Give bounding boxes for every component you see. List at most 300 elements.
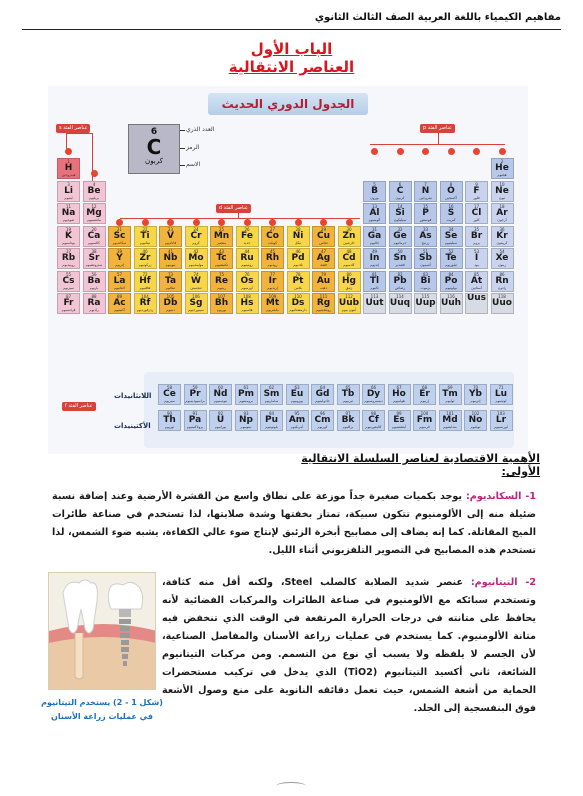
- element-name: نيوديميوم: [213, 399, 228, 403]
- element-symbol: Eu: [290, 389, 304, 399]
- element-name: يود: [474, 263, 479, 267]
- element-name: لورنسيوم: [494, 425, 508, 429]
- element-symbol: Co: [266, 230, 279, 241]
- element-symbol: K: [65, 230, 72, 241]
- element-symbol: Sr: [88, 253, 100, 263]
- legend-label-symbol: الرمز: [186, 144, 200, 151]
- element-symbol: Tc: [216, 253, 227, 263]
- element-cd: [338, 248, 361, 269]
- element-name: بلاديوم: [293, 263, 303, 267]
- element-symbol: Hg: [342, 275, 356, 286]
- element-symbol: I: [474, 253, 479, 263]
- element-name: ثوريوم: [164, 425, 175, 429]
- element-ce: [158, 384, 181, 405]
- element-name: مندليفيوم: [443, 425, 457, 429]
- element-ga: [363, 226, 386, 247]
- element-h: [57, 158, 80, 179]
- group-marker: [473, 148, 480, 155]
- element-name: كوريوم: [317, 425, 328, 429]
- element-ds: [287, 293, 310, 314]
- element-name: كبريت: [446, 218, 456, 222]
- atomic-number: 68: [421, 385, 428, 390]
- atomic-number: 79: [320, 271, 327, 277]
- atomic-number: 45: [269, 249, 276, 254]
- page-footer-ornament: [276, 782, 306, 790]
- element-zr: [134, 248, 157, 269]
- element-symbol: Bi: [420, 275, 431, 286]
- element-symbol: Th: [163, 415, 176, 425]
- element-name: سيليكون: [393, 218, 407, 222]
- element-symbol: Re: [214, 275, 229, 286]
- element-mn: [210, 226, 233, 247]
- group-marker: [371, 148, 378, 155]
- atomic-number: 101: [446, 411, 454, 416]
- element-name: روثينيوم: [241, 263, 253, 267]
- atomic-number: 72: [142, 271, 148, 277]
- atomic-number: 43: [218, 249, 225, 254]
- element-am: [286, 410, 309, 431]
- element-bh: [210, 293, 233, 314]
- atomic-number: 96: [319, 411, 326, 416]
- element-name: يوروبيوم: [290, 399, 304, 403]
- d-block-wire-v: [238, 213, 239, 218]
- element-symbol: Bh: [214, 298, 229, 308]
- atomic-number: 69: [447, 385, 453, 390]
- element-ir: [261, 271, 284, 292]
- atomic-number: 60: [217, 385, 224, 390]
- element-symbol: Na: [61, 208, 76, 218]
- atomic-number: 113: [370, 294, 379, 299]
- element-hf: [134, 271, 157, 292]
- element-name: سيبورجيوم: [188, 308, 204, 312]
- atomic-number: 9: [475, 181, 478, 187]
- element-symbol: Mg: [86, 208, 102, 218]
- element-symbol: He: [495, 163, 509, 173]
- element-ta: [159, 271, 182, 292]
- periodic-table-title: الجدول الدوري الحديث: [208, 93, 368, 115]
- legend-card: [128, 124, 180, 174]
- element-sc: [108, 226, 131, 247]
- element-symbol: Sm: [263, 389, 280, 399]
- element-uup: [414, 293, 437, 314]
- element-symbol: Er: [419, 389, 430, 399]
- element-li: [57, 181, 80, 202]
- group-marker: [65, 148, 72, 155]
- atomic-number: 78: [295, 271, 301, 277]
- element-be: [83, 181, 106, 202]
- element-tb: [337, 384, 360, 405]
- element-symbol: Se: [444, 230, 458, 241]
- element-ra: [83, 293, 106, 314]
- element-mg: [83, 203, 106, 224]
- element-la: [108, 271, 131, 292]
- element-as: [414, 226, 437, 247]
- group-marker: [193, 219, 200, 226]
- badge-d-block: عناصر الفئة d: [216, 204, 251, 213]
- element-symbol: Rg: [316, 298, 331, 308]
- element-nd: [209, 384, 232, 405]
- atomic-number: 100: [420, 411, 429, 416]
- element-uus: [465, 293, 488, 314]
- element-symbol: Ir: [268, 275, 277, 286]
- element-name: ألومنيوم: [368, 218, 381, 222]
- element-name: مايتنريوم: [266, 308, 279, 312]
- element-symbol: Be: [87, 185, 101, 196]
- element-symbol: Ac: [113, 298, 126, 308]
- s-block-wire: [66, 133, 67, 149]
- scandium-label: 1- السكانديوم:: [465, 491, 536, 502]
- element-fe: [236, 226, 259, 247]
- atomic-number: 102: [471, 411, 480, 416]
- element-symbol: C: [396, 185, 404, 196]
- element-name: فضة: [320, 263, 327, 267]
- atomic-number: 67: [396, 385, 402, 390]
- atomic-number: 103: [497, 411, 505, 416]
- element-symbol: Pa: [188, 415, 202, 425]
- element-name: تيتانيوم: [139, 240, 151, 245]
- atomic-number: 63: [294, 385, 300, 390]
- element-name: ثوليوم: [445, 399, 455, 403]
- atomic-number: 11: [65, 204, 72, 209]
- element-symbol: Ca: [87, 230, 101, 241]
- element-name: رادون: [497, 285, 507, 290]
- element-name: نيكل: [294, 240, 302, 245]
- element-v: [159, 226, 182, 247]
- element-name: بروم: [473, 240, 480, 245]
- element-symbol: Mn: [213, 230, 230, 241]
- element-symbol: Uup: [415, 298, 436, 308]
- element-name: بلاتين: [294, 285, 302, 290]
- element-name: إتربيوم: [470, 399, 481, 403]
- atomic-number: 51: [422, 249, 429, 254]
- element-symbol: As: [419, 230, 432, 241]
- element-cl: [465, 203, 488, 224]
- legend-label-number: العدد الذري: [186, 126, 215, 133]
- atomic-number: 57: [116, 271, 123, 277]
- group-marker: [346, 219, 353, 226]
- element-name: إريديوم: [267, 285, 278, 290]
- atomic-number: 62: [268, 385, 275, 390]
- element-symbol: Uuh: [440, 298, 462, 308]
- element-symbol: Hf: [139, 275, 151, 286]
- element-symbol: Rf: [139, 298, 151, 308]
- chapter-title: العناصر الانتقالية: [228, 58, 355, 76]
- element-no: [464, 410, 487, 431]
- legend-label-name: الاسم: [186, 161, 201, 168]
- atomic-number: 12: [91, 204, 97, 209]
- element-name: تنجستن: [190, 285, 202, 290]
- element-ba: [83, 271, 106, 292]
- atomic-number: 53: [473, 249, 480, 254]
- element-symbol: U: [216, 415, 225, 425]
- element-si: [389, 203, 412, 224]
- element-name: نبتونيوم: [240, 425, 252, 429]
- element-symbol: O: [447, 185, 455, 196]
- element-symbol: Fe: [241, 230, 253, 241]
- element-symbol: Fm: [416, 415, 433, 425]
- element-symbol: Uut: [365, 298, 384, 308]
- element-ac: [108, 293, 131, 314]
- element-name: باريوم: [89, 285, 99, 290]
- element-in: [363, 248, 386, 269]
- element-f: [465, 181, 488, 202]
- element-symbol: Uuo: [492, 298, 512, 308]
- atomic-number: 7: [424, 181, 427, 187]
- element-name: بوريوم: [216, 308, 227, 312]
- element-po: [440, 271, 463, 292]
- atomic-number: 85: [473, 271, 480, 277]
- group-marker: [499, 148, 506, 155]
- element-rg: [312, 293, 335, 314]
- element-name: رصاص: [395, 285, 405, 290]
- badge-f-block: عناصر الفئة f: [62, 402, 96, 411]
- element-ne: [491, 181, 514, 202]
- atomic-number: 32: [397, 226, 403, 232]
- element-pm: [235, 384, 258, 405]
- element-name: جرمانيوم: [393, 240, 407, 245]
- element-es: [388, 410, 411, 431]
- element-symbol: Te: [445, 253, 457, 263]
- atomic-number: 21: [116, 226, 123, 232]
- dental-implant-image: [48, 572, 156, 690]
- element-symbol: Ho: [392, 389, 406, 399]
- element-br: [465, 226, 488, 247]
- element-rn: [491, 271, 514, 292]
- element-symbol: Ds: [291, 298, 305, 308]
- atomic-number: 104: [141, 294, 149, 299]
- group-marker: [91, 170, 98, 177]
- atomic-number: 28: [295, 226, 301, 232]
- element-symbol: F: [473, 185, 480, 196]
- titanium-text: عنصر شديد الصلابة كالصلب Steel، ولكنه أقل منه كثافة، وتستخدم سبائكه مع الألومنيوم في صناعة الطائرات والمركبات الفضائية لأنه يحافظ على متانته في درجات الحرارة المرتفعة في الوقت الذي تنخفض فيه متانة الألومنيوم. كما يستخدم في عمليات زراعة الأسنان والمفاصل الصناعية، لأن الجسم لا يلفظه ولا يسبب أي نوع من التسمم. ومن مركبات التيتانيوم الشائعة، ثاني أكسيد التيتانيوم (TiO2) الذي يدخل في تركيب مستحضرات الحماية من أشعة الشمس، حيث تعمل دقائقه النانوية على منع وصول الأشعة فوق البنفسجية إلى الجلد.: [162, 577, 536, 714]
- element-symbol: La: [113, 275, 126, 286]
- element-symbol: Uuq: [389, 298, 411, 308]
- element-name: بوتاسيوم: [62, 240, 75, 245]
- atomic-number: 48: [346, 249, 352, 254]
- element-symbol: Sb: [419, 253, 432, 263]
- atomic-number: 30: [346, 226, 352, 232]
- element-cu: [312, 226, 335, 247]
- atomic-number: 54: [499, 249, 505, 254]
- atomic-number: 27: [269, 226, 276, 232]
- element-name: صوديوم: [62, 218, 75, 222]
- atomic-number: 92: [217, 411, 224, 416]
- scandium-text: يوجد بكميات صغيرة جداً موزعة على نطاق واسع من القشرة الأرضية وعند إضافة نسبة ضئيلة منه إلى الألومنيوم تتكون سبيكة، تمتاز بخفتها وشدة صلابتها، لذا تستخدم في صناعة طائرات الميج المقاتلة. كما إنه يضاف إلى مصابيح أبخرة الزئبق لإنتاج ضوء عالي الكفاءة، يشبه ضوء الشمس، لذا تستخدم هذه المصابيح في التصوير التلفزيوني أثناء الليل.: [52, 491, 536, 556]
- element-hg: [338, 271, 361, 292]
- atomic-number: 76: [244, 271, 250, 277]
- group-marker: [244, 219, 251, 226]
- atomic-number: 64: [319, 385, 326, 390]
- element-name: فوسفور: [419, 218, 432, 222]
- element-symbol: W: [191, 275, 201, 286]
- element-name: بركليوم: [342, 425, 354, 429]
- atomic-number: 44: [244, 249, 250, 254]
- element-name: يورانيوم: [214, 425, 227, 429]
- badge-s-block: عناصر الفئة s: [56, 124, 90, 133]
- atomic-number: 75: [218, 271, 225, 277]
- element-name: براسيوديميوم: [185, 399, 205, 403]
- group-marker: [422, 148, 429, 155]
- element-name: هاسيوم: [241, 308, 253, 312]
- atomic-number: 97: [345, 411, 351, 416]
- atomic-number: 36: [499, 226, 505, 232]
- element-ar: [491, 203, 514, 224]
- element-symbol: B: [371, 185, 378, 196]
- p-block-wire: [370, 144, 505, 145]
- atomic-number: 111: [319, 294, 328, 299]
- atomic-number: 41: [167, 249, 174, 254]
- element-name: حديد: [243, 240, 251, 245]
- element-name: سكانديوم: [112, 240, 127, 245]
- legend-number: 6: [150, 127, 158, 137]
- atomic-number: 42: [193, 249, 199, 254]
- element-name: كاليفورنيوم: [365, 425, 382, 429]
- element-symbol: Ra: [87, 298, 101, 308]
- element-name: كوبلت: [267, 240, 278, 245]
- atomic-number: 98: [370, 411, 377, 416]
- atomic-number: 99: [396, 411, 402, 416]
- element-symbol: Br: [470, 230, 483, 241]
- element-symbol: Ag: [316, 253, 331, 263]
- element-mt: [261, 293, 284, 314]
- element-symbol: Cl: [471, 208, 482, 218]
- atomic-number: 106: [192, 294, 200, 299]
- atomic-number: 29: [320, 226, 327, 232]
- element-symbol: Cf: [368, 415, 379, 425]
- atomic-number: 13: [371, 204, 378, 209]
- element-name: كربون: [395, 195, 405, 200]
- element-symbol: N: [421, 185, 430, 196]
- element-kr: [491, 226, 514, 247]
- element-name: بولونيوم: [445, 285, 457, 290]
- element-name: أوزميوم: [241, 285, 253, 290]
- element-symbol: Cm: [314, 415, 331, 425]
- element-name: كادميوم: [343, 263, 355, 267]
- atomic-number: 10: [499, 181, 505, 187]
- element-symbol: Cd: [342, 253, 356, 263]
- element-name: نيون: [498, 195, 506, 200]
- element-name: خارصين: [343, 240, 355, 245]
- atomic-number: 20: [91, 226, 97, 232]
- atomic-number: 5: [373, 181, 376, 187]
- group-marker: [269, 219, 276, 226]
- element-symbol: Zr: [139, 253, 151, 263]
- element-symbol: Db: [163, 298, 178, 308]
- atomic-number: 89: [116, 294, 123, 299]
- element-au: [312, 271, 335, 292]
- element-symbol: Ru: [240, 253, 254, 263]
- atomic-number: 66: [370, 385, 377, 390]
- element-c: [389, 181, 412, 202]
- element-k: [57, 226, 80, 247]
- lanthanides-label: اللانثانيدات: [114, 392, 152, 400]
- element-symbol: Pt: [292, 275, 304, 286]
- element-symbol: Nb: [163, 253, 178, 263]
- element-name: نيتروجين: [419, 195, 432, 200]
- element-name: فلور: [473, 195, 480, 200]
- atomic-number: 23: [167, 226, 174, 232]
- atomic-number: 87: [65, 294, 72, 299]
- element-name: ليثيوم: [64, 195, 73, 200]
- element-symbol: Pm: [238, 389, 254, 399]
- element-lu: [490, 384, 513, 405]
- element-symbol: Uub: [338, 298, 360, 308]
- element-symbol: Tl: [369, 275, 380, 286]
- element-name: ماغنسيوم: [87, 218, 101, 222]
- element-name: جادولينيوم: [315, 399, 330, 403]
- atomic-number: 16: [448, 204, 454, 209]
- element-symbol: Pr: [189, 389, 201, 399]
- atomic-number: 17: [473, 204, 480, 209]
- element-name: سيزيوم: [63, 285, 74, 290]
- atomic-number: 8: [449, 181, 453, 187]
- element-symbol: Pb: [393, 275, 407, 286]
- atomic-number: 59: [192, 385, 198, 390]
- atomic-number: 4: [92, 181, 96, 187]
- element-y: [108, 248, 131, 269]
- figure-caption: (شكل 1 - 2) يستخدم التيتانيوم في عمليات زراعة الأسنان: [41, 698, 163, 721]
- element-name: ذهب: [320, 285, 327, 290]
- atomic-number: 77: [269, 271, 276, 277]
- atomic-number: 107: [217, 294, 226, 299]
- element-symbol: Sc: [113, 230, 126, 241]
- element-symbol: At: [470, 275, 483, 286]
- element-name: دبنيوم: [166, 308, 175, 312]
- element-name: لوتيتيوم: [495, 399, 507, 403]
- element-lr: [490, 410, 513, 431]
- element-symbol: Ti: [140, 230, 150, 241]
- atomic-number: 3: [67, 181, 70, 187]
- element-name: تيربيوم: [343, 399, 353, 403]
- header-title: مفاهيم الكيمياء باللغة العربية الصف الثالث الثانوي: [314, 12, 561, 23]
- group-marker: [142, 219, 149, 226]
- group-marker: [218, 219, 225, 226]
- element-re: [210, 271, 233, 292]
- element-name: هيدروجين: [61, 173, 76, 177]
- atomic-number: 34: [448, 226, 454, 232]
- element-pr: [184, 384, 207, 405]
- element-rh: [261, 248, 284, 269]
- element-name: زئبق: [345, 285, 353, 290]
- element-symbol: Uus: [466, 293, 487, 303]
- element-n: [414, 181, 437, 202]
- element-nb: [159, 248, 182, 269]
- group-marker: [397, 148, 404, 155]
- element-symbol: Ce: [163, 389, 176, 399]
- element-bk: [337, 410, 360, 431]
- element-ge: [389, 226, 412, 247]
- atomic-number: 49: [371, 249, 378, 254]
- element-symbol: Po: [444, 275, 458, 286]
- element-symbol: Ta: [164, 275, 177, 286]
- element-symbol: In: [369, 253, 380, 263]
- element-name: دارمشتاتيوم: [289, 308, 307, 312]
- element-se: [440, 226, 463, 247]
- element-name: نيوبيوم: [165, 263, 176, 267]
- actinides-label: الأكتينيدات: [114, 422, 151, 430]
- element-name: بزموت: [420, 285, 431, 290]
- atomic-number: 93: [243, 411, 249, 416]
- s-block-wire-h: [66, 133, 92, 134]
- element-cs: [57, 271, 80, 292]
- section-title: الأهمية الاقتصادية لعناصر السلسلة الانتقالية الأولى:: [301, 452, 540, 478]
- element-name: أستاتين: [471, 285, 482, 290]
- element-name: بلوتونيوم: [265, 425, 278, 429]
- element-b: [363, 181, 386, 202]
- element-symbol: Ga: [367, 230, 382, 241]
- element-rf: [134, 293, 157, 314]
- atomic-number: 105: [166, 294, 175, 299]
